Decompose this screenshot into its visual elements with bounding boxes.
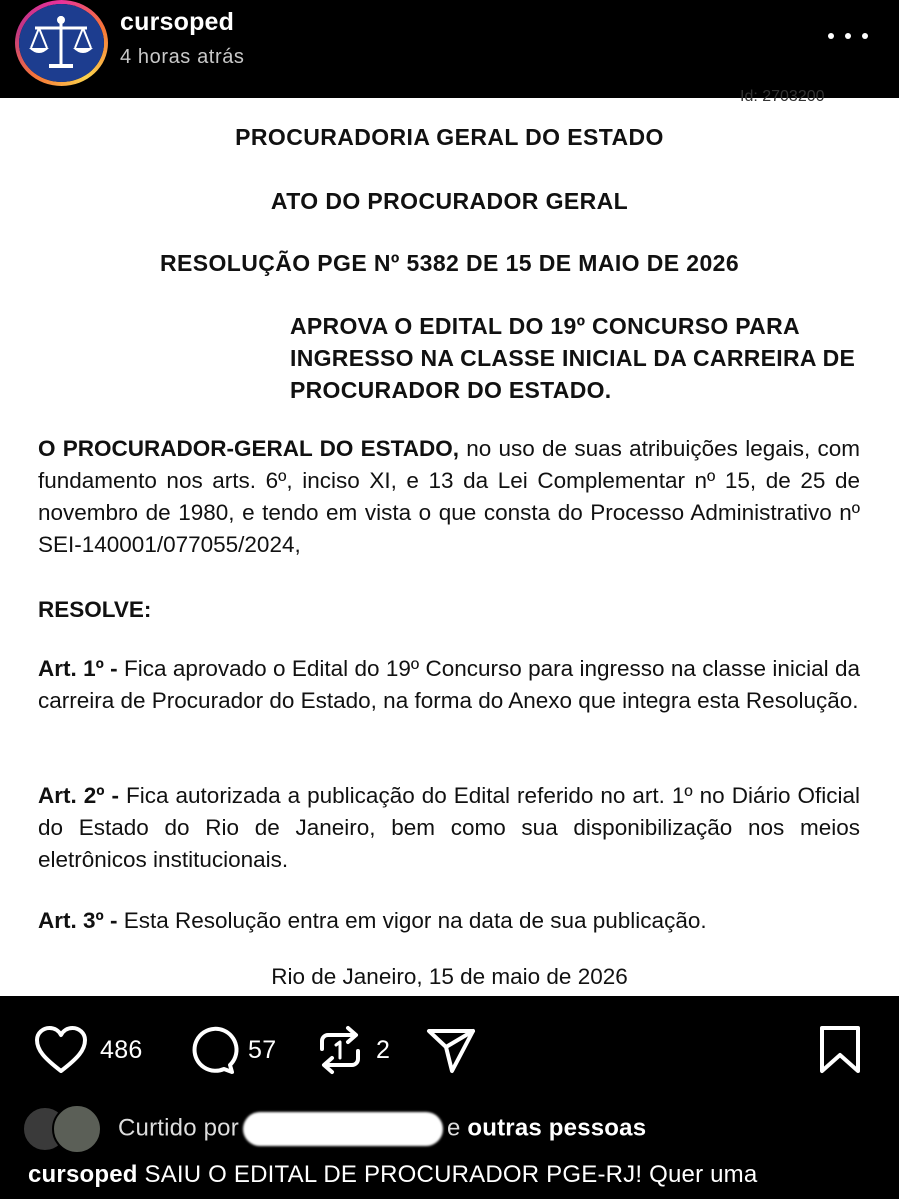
document-resolve: RESOLVE:	[38, 597, 152, 622]
post-username[interactable]: cursoped	[120, 8, 235, 36]
document-ementa: APROVA O EDITAL DO 19º CONCURSO PARA INGRESSO NA CLASSE INICIAL DA CARREIRA DE PROCURADOR DO ESTADO.	[290, 313, 856, 403]
caption-username[interactable]: cursoped	[28, 1161, 138, 1188]
document-date-line: Rio de Janeiro, 15 de maio de 2026	[271, 964, 628, 989]
preamble-bold: O PROCURADOR-GERAL DO ESTADO,	[38, 436, 459, 461]
document-art-1	[38, 653, 860, 717]
art2-text: Fica autorizada a publicação do Edital referido no art. 1º no Diário Oficial do Estado do Rio de Janeiro, bem como sua disponibilização nos meios eletrônicos institucionais.	[38, 783, 860, 872]
caption-text: SAIU O EDITAL DE PROCURADOR PGE-RJ! Quer uma	[144, 1161, 758, 1188]
action-bar	[0, 996, 899, 1096]
save-button[interactable]	[818, 1024, 862, 1076]
like-button[interactable]	[34, 1024, 143, 1076]
art3-label: Art. 3º -	[38, 908, 118, 933]
document-top-fragment: Id: 2703200	[740, 88, 825, 105]
send-icon	[426, 1025, 476, 1075]
post-caption	[28, 1161, 888, 1189]
avatar[interactable]	[19, 4, 104, 82]
document-heading-2: ATO DO PROCURADOR GERAL	[270, 188, 629, 214]
preamble-text: no uso de suas atribuições legais, com fundamento nos arts. 6º, inciso XI, e 13 da Lei Complementar nº 15, de 25 de novembro de 1980, e tendo em vista o que consta do Processo Administrativo nº SEI-140001/077055/2024,	[38, 436, 860, 557]
heart-icon	[34, 1026, 88, 1074]
art2-label: Art. 2º -	[38, 783, 119, 808]
liked-by-text: Curtido por e outras pessoas	[118, 1112, 646, 1146]
scales-of-justice-icon	[19, 4, 104, 82]
document-art-3	[38, 905, 860, 937]
art1-label: Art. 1º -	[38, 656, 118, 681]
reposts-count: 2	[376, 1035, 391, 1064]
post-timestamp: 4 horas atrás	[120, 46, 245, 68]
document-heading-3: RESOLUÇÃO PGE Nº 5382 DE 15 DE MAIO DE 2026	[159, 250, 740, 276]
comment-icon	[186, 1025, 236, 1075]
art3-text: Esta Resolução entra em vigor na data de sua publicação.	[117, 908, 707, 933]
document-heading-1: PROCURADORIA GERAL DO ESTADO	[235, 124, 664, 150]
post-header	[0, 0, 899, 98]
art1-text: Fica aprovado o Edital do 19º Concurso para ingresso na classe inicial da carreira de Procurador do Estado, na forma do Anexo que integra esta Resolução.	[38, 656, 861, 713]
liker-avatars	[22, 1104, 108, 1154]
story-ring[interactable]	[15, 0, 108, 86]
share-button[interactable]	[426, 1024, 476, 1076]
avatar	[52, 1104, 102, 1154]
liked-by-row[interactable]	[0, 1100, 899, 1152]
comment-button[interactable]	[186, 1024, 276, 1076]
document-preamble	[38, 433, 860, 561]
repost-icon	[316, 1025, 364, 1075]
repost-button[interactable]	[316, 1024, 390, 1076]
document-art-2	[38, 780, 860, 876]
post-image-document[interactable]	[0, 88, 899, 996]
more-horizontal-icon[interactable]	[828, 24, 868, 48]
likes-count: 486	[100, 1035, 143, 1064]
redacted-username	[243, 1112, 443, 1146]
comments-count: 57	[248, 1035, 277, 1064]
bookmark-icon	[818, 1025, 862, 1075]
